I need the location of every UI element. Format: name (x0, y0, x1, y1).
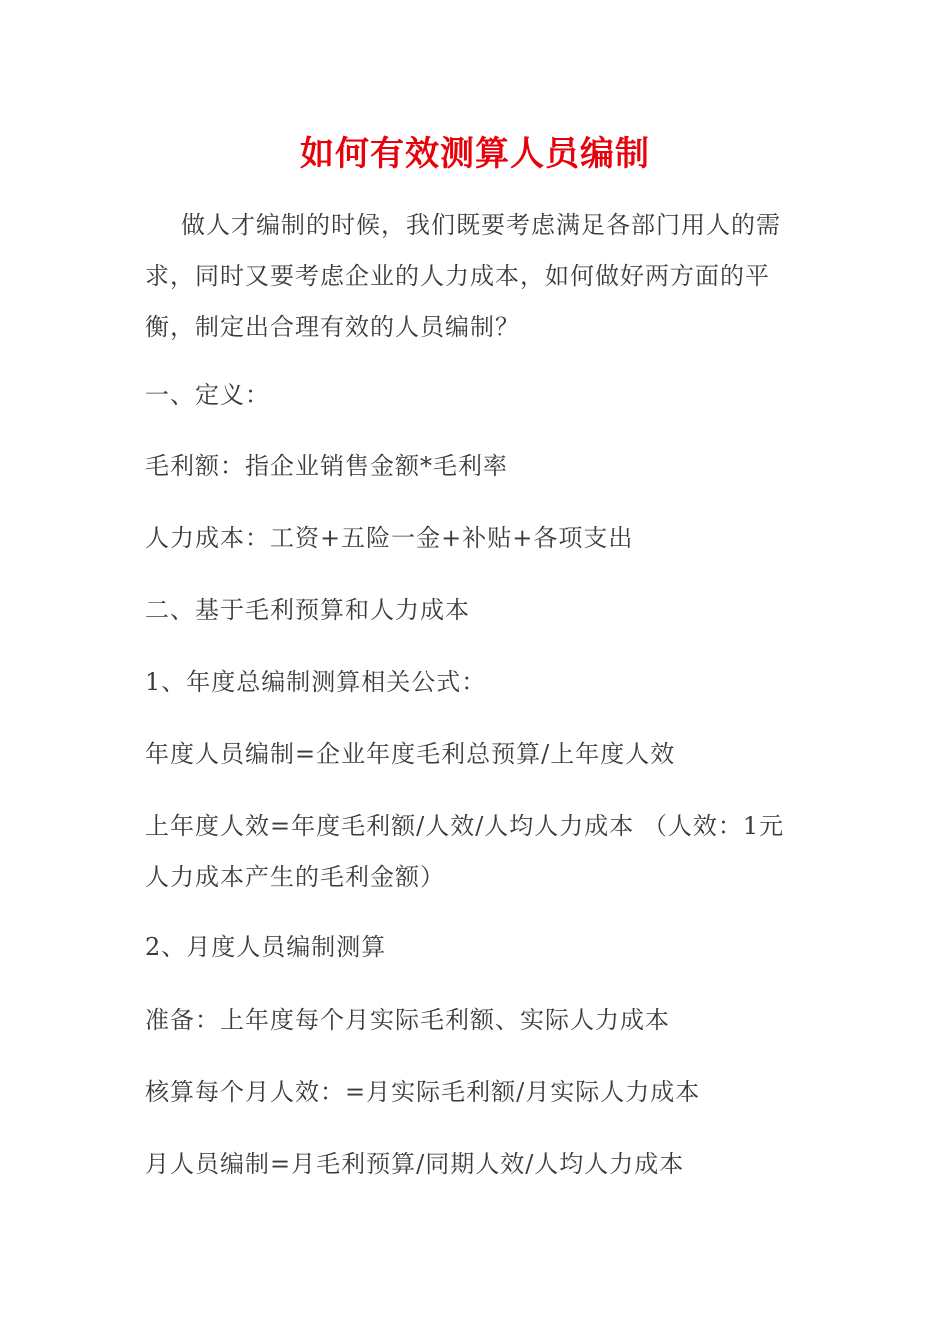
section-heading-budget: 二、基于毛利预算和人力成本 (145, 596, 470, 624)
section-heading-definition: 一、定义： (145, 381, 270, 409)
monthly-headcount-formula: 月人员编制=月毛利预算/同期人效/人均人力成本 (145, 1150, 685, 1178)
definition-labor-cost: 人力成本：工资+五险一金+补贴+各项支出 (145, 524, 634, 552)
preparation-text: 准备：上年度每个月实际毛利额、实际人力成本 (145, 1006, 670, 1034)
formula-annual-headcount: 年度人员编制=企业年度毛利总预算/上年度人效 (145, 740, 676, 768)
definition-gross-profit: 毛利额：指企业销售金额*毛利率 (145, 452, 508, 480)
formula-last-year-efficiency-line2: 人力成本产生的毛利金额） (145, 863, 445, 891)
formula-last-year-efficiency-line1: 上年度人效=年度毛利额/人效/人均人力成本 （人效：1元 (145, 812, 785, 840)
subheading-monthly: 2、月度人员编制测算 (145, 933, 387, 961)
subheading-annual: 1、年度总编制测算相关公式： (145, 668, 487, 696)
intro-paragraph: 做人才编制的时候，我们既要考虑满足各部门用人的需求，同时又要考虑企业的人力成本，如何做好两方面的平衡，制定出合理有效的人员编制？ (145, 211, 781, 341)
document-title: 如何有效测算人员编制 (300, 134, 650, 174)
monthly-efficiency-formula: 核算每个月人效：=月实际毛利额/月实际人力成本 (145, 1078, 701, 1106)
